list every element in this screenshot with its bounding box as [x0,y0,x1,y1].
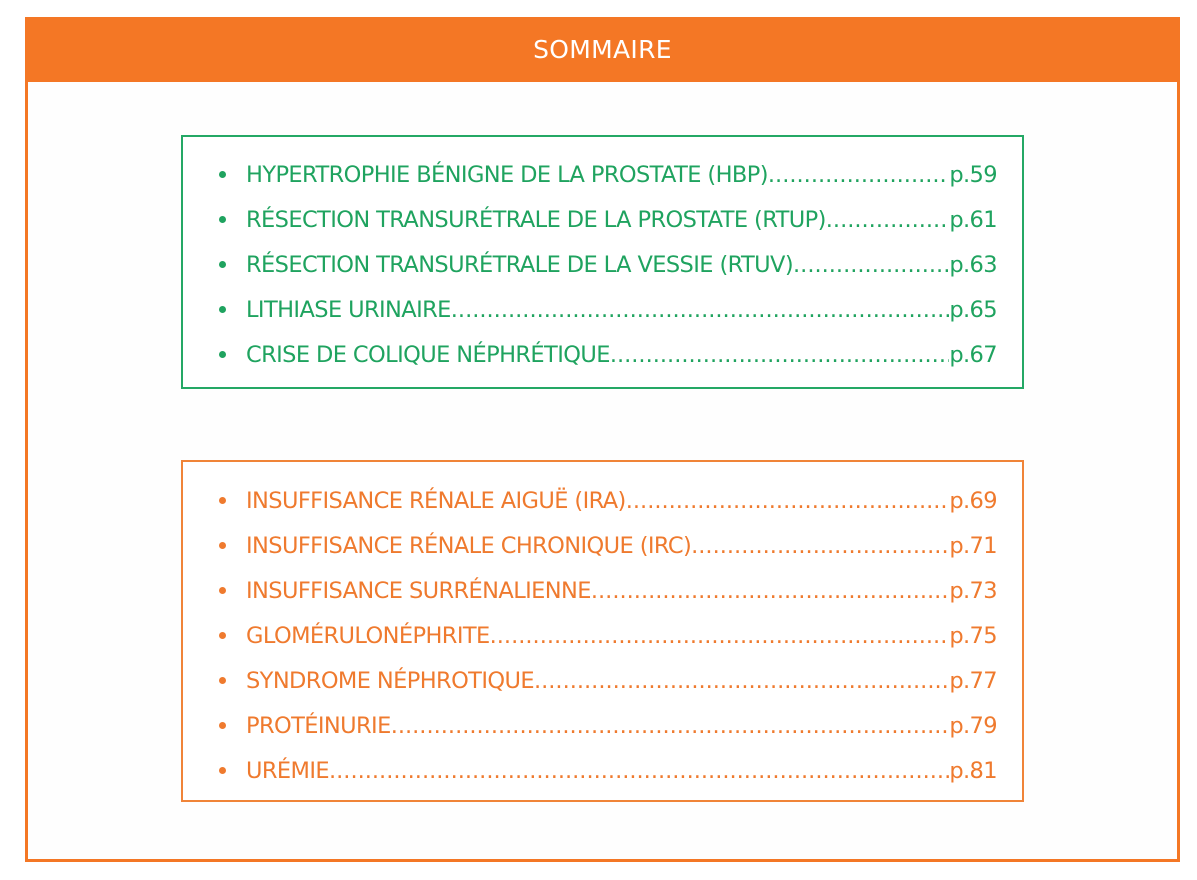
toc-entry-title: INSUFFISANCE SURRÉNALIENNE [246,577,591,604]
dot-leader [490,623,950,649]
bullet-icon [219,171,226,178]
toc-entry[interactable] [219,613,997,658]
toc-entry-title: HYPERTROPHIE BÉNIGNE DE LA PROSTATE (HBP) [246,161,768,188]
toc-entry-page: p.71 [949,532,997,559]
summary-header [28,20,1177,82]
dot-leader [391,713,950,739]
toc-entry-page: p.59 [949,161,997,188]
dot-leader [610,342,950,368]
toc-entry-page: p.61 [949,206,997,233]
summary-frame [25,17,1180,862]
toc-entry-page: p.73 [949,577,997,604]
toc-entry[interactable] [219,332,997,377]
bullet-icon [219,306,226,313]
dot-leader [768,162,949,188]
toc-entry[interactable] [219,568,997,613]
toc-entry-title: INSUFFISANCE RÉNALE CHRONIQUE (IRC) [246,532,692,559]
toc-entry[interactable] [219,748,997,793]
dot-leader [534,668,949,694]
toc-entry-title: SYNDROME NÉPHROTIQUE [246,667,534,694]
toc-list [219,478,997,793]
dot-leader [451,297,950,323]
toc-entry-page: p.67 [949,341,997,368]
toc-entry[interactable] [219,478,997,523]
toc-entry-title: GLOMÉRULONÉPHRITE [246,622,490,649]
toc-list [219,152,997,377]
dot-leader [626,488,950,514]
toc-entry-page: p.65 [949,296,997,323]
toc-entry-page: p.81 [949,757,997,784]
toc-entry[interactable] [219,523,997,568]
bullet-icon [219,542,226,549]
dot-leader [691,533,949,559]
bullet-icon [219,351,226,358]
page-title: SOMMAIRE [533,34,672,64]
bullet-icon [219,497,226,504]
toc-entry-page: p.75 [949,622,997,649]
bullet-icon [219,216,226,223]
bullet-icon [219,677,226,684]
toc-entry-page: p.63 [949,251,997,278]
dot-leader [826,207,950,233]
toc-entry-title: CRISE DE COLIQUE NÉPHRÉTIQUE [246,341,610,368]
toc-entry[interactable] [219,242,997,287]
dot-leader [591,578,949,604]
bullet-icon [219,722,226,729]
toc-entry[interactable] [219,197,997,242]
dot-leader [793,252,949,278]
toc-entry-page: p.77 [949,667,997,694]
bullet-icon [219,587,226,594]
dot-leader [329,758,949,784]
toc-entry-title: RÉSECTION TRANSURÉTRALE DE LA PROSTATE (RTUP) [246,206,826,233]
bullet-icon [219,261,226,268]
toc-section-nephrology [181,460,1024,802]
toc-entry[interactable] [219,703,997,748]
toc-entry-title: LITHIASE URINAIRE [246,296,451,323]
toc-entry-title: PROTÉINURIE [246,712,391,739]
toc-entry[interactable] [219,658,997,703]
toc-entry-title: INSUFFISANCE RÉNALE AIGUË (IRA) [246,487,626,514]
toc-section-urology [181,135,1024,389]
bullet-icon [219,632,226,639]
toc-entry[interactable] [219,287,997,332]
toc-entry[interactable] [219,152,997,197]
toc-entry-title: URÉMIE [246,757,329,784]
toc-entry-page: p.79 [949,712,997,739]
toc-entry-page: p.69 [949,487,997,514]
bullet-icon [219,767,226,774]
toc-entry-title: RÉSECTION TRANSURÉTRALE DE LA VESSIE (RTUV) [246,251,794,278]
